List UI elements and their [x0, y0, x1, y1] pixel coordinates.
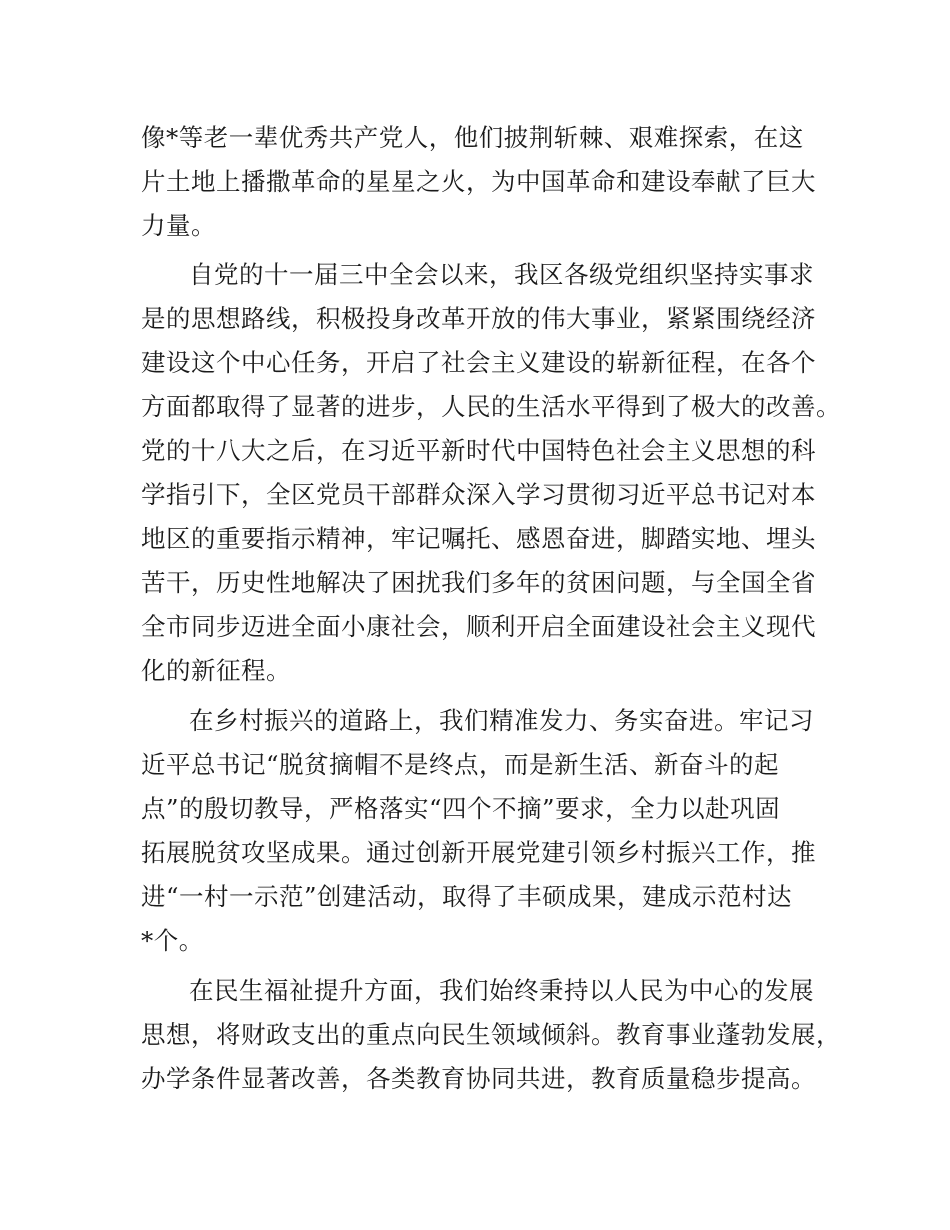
- text-line: *个。: [141, 926, 204, 955]
- text-line: 拓展脱贫攻坚成果。通过创新开展党建引领乡村振兴工作，推: [141, 838, 816, 867]
- text-line: 是的思想路线，积极投身改革开放的伟大事业，紧紧围绕经济: [141, 304, 816, 333]
- text-line: 思想，将财政支出的重点向民生领域倾斜。教育事业蓬勃发展，: [141, 1020, 841, 1049]
- text-line: 近平总书记“脱贫摘帽不是终点，而是新生活、新奋斗的起: [141, 750, 780, 779]
- text-line: 苦干，历史性地解决了困扰我们多年的贫困问题，与全国全省: [141, 568, 816, 597]
- text-line: 进“一村一示范”创建活动，取得了丰硕成果，建成示范村达: [141, 882, 793, 911]
- text-line: 学指引下，全区党员干部群众深入学习贯彻习近平总书记对本: [141, 480, 816, 509]
- text-line: 像*等老一辈优秀共产党人，他们披荆斩棘、艰难探索，在这: [141, 123, 804, 152]
- text-line: 党的十八大之后，在习近平新时代中国特色社会主义思想的科: [141, 436, 816, 465]
- text-line: 在民生福祉提升方面，我们始终秉持以人民为中心的发展: [189, 976, 814, 1005]
- text-line: 全市同步迈进全面小康社会，顺利开启全面建设社会主义现代: [141, 612, 816, 641]
- text-line: 建设这个中心任务，开启了社会主义建设的崭新征程，在各个: [141, 348, 816, 377]
- text-line: 化的新征程。: [141, 656, 291, 685]
- text-line: 地区的重要指示精神，牢记嘱托、感恩奋进，脚踏实地、埋头: [141, 524, 816, 553]
- text-line: 办学条件显著改善，各类教育协同共进，教育质量稳步提高。: [141, 1064, 816, 1093]
- text-line: 自党的十一届三中全会以来，我区各级党组织坚持实事求: [189, 260, 814, 289]
- text-line: 片土地上播撒革命的星星之火，为中国革命和建设奉献了巨大: [141, 167, 816, 196]
- text-line: 力量。: [141, 211, 216, 240]
- text-line: 点”的殷切教导，严格落实“四个不摘”要求，全力以赴巩固: [141, 794, 781, 823]
- text-line: 在乡村振兴的道路上，我们精准发力、务实奋进。牢记习: [189, 706, 814, 735]
- text-line: 方面都取得了显著的进步，人民的生活水平得到了极大的改善。: [141, 392, 841, 421]
